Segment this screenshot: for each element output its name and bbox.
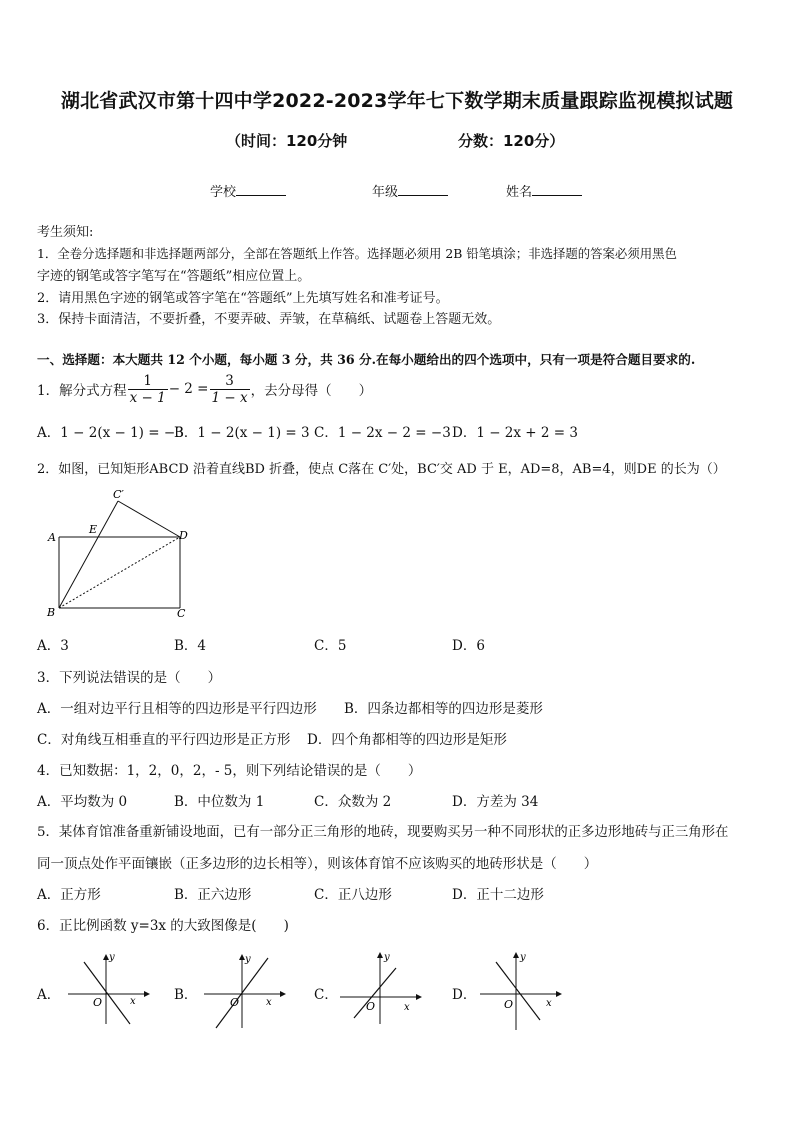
q2-option-a[interactable]: A．3 [37, 638, 69, 654]
diagonal-bd [59, 537, 180, 608]
q2-option-c[interactable]: C．5 [314, 638, 347, 654]
svg-text:y: y [384, 952, 390, 963]
question-1 [37, 369, 372, 409]
svg-text:y: y [520, 952, 526, 963]
q6-option-d[interactable]: D． [452, 987, 477, 1003]
svg-text:y: y [109, 952, 115, 963]
q5-option-c[interactable]: C．正八边形 [314, 887, 392, 903]
label-e: E [89, 523, 98, 536]
grade-field[interactable] [372, 181, 448, 200]
label-c-prime: C′ [113, 488, 124, 501]
school-field[interactable] [210, 181, 286, 200]
q1-option-b[interactable]: B．1 − 2(x − 1) = 3 [174, 425, 310, 441]
q6-option-a[interactable]: A． [37, 987, 61, 1003]
label-b: B [47, 606, 56, 619]
q3-option-a[interactable]: A．一组对边平行且相等的四边形是平行四边形 [37, 701, 317, 717]
segment-bc1 [59, 501, 118, 608]
svg-text:y: y [245, 954, 251, 965]
segment-c1d [118, 501, 180, 537]
label-c: C [177, 607, 186, 620]
exam-time: （时间：120分钟 [226, 132, 348, 150]
school-blank[interactable] [236, 183, 286, 196]
q4-option-c[interactable]: C．众数为 2 [314, 794, 392, 810]
label-a: A [48, 531, 56, 544]
svg-text:x: x [266, 997, 272, 1008]
exam-title: 湖北省武汉市第十四中学2022-2023学年七下数学期末质量跟踪监视模拟试题 [60, 90, 734, 112]
q4-option-b[interactable]: B．中位数为 1 [174, 794, 265, 810]
svg-text:O: O [93, 996, 103, 1009]
svg-text:x: x [546, 998, 552, 1009]
notice-item-3: 3．保持卡面清洁，不要折叠，不要弄破、弄皱，在草稿纸、试题卷上答题无效。 [37, 312, 501, 327]
name-label: 姓名 [506, 185, 533, 200]
q1-option-c[interactable]: C．1 − 2x − 2 = −3 [314, 425, 451, 441]
name-blank[interactable] [532, 183, 582, 196]
question-5-line-1: 5．某体育馆准备重新铺设地面，已有一部分正三角形的地砖，现要购买另一种不同形状的正多边形地砖与正三角形在 [37, 825, 729, 840]
q1-fraction-right: $\frac{3}{1 - x}$ [211, 372, 248, 406]
question-5-line-2: 同一顶点处作平面镶嵌（正多边形的边长相等），则该体育馆不应该购买的地砖形状是（ ） [37, 856, 598, 872]
q2-option-d[interactable]: D．6 [452, 638, 485, 654]
svg-text:x: x [404, 1002, 410, 1013]
grade-blank[interactable] [398, 183, 448, 196]
q1-fraction-left: $\frac{1}{x - 1}$ [129, 372, 166, 406]
q6-graph-a[interactable] [64, 950, 154, 1026]
q1-middle: − 2 = [168, 381, 209, 397]
notice-item-2: 2．请用黑色字迹的钢笔或答字笔在“答题纸”上先填写姓名和准考证号。 [37, 291, 449, 306]
q5-option-a[interactable]: A．正方形 [37, 887, 101, 903]
q6-option-b[interactable]: B． [174, 987, 198, 1003]
exam-score: 分数：120分） [458, 132, 565, 150]
question-6: 6．正比例函数 y=3x 的大致图像是( ) [37, 918, 289, 934]
notice-item-1: 1．全卷分选择题和非选择题两部分，全部在答题纸上作答。选择题必须用 2B 铅笔填涂；非选择题的答案必须用黑色 [37, 246, 677, 261]
section-heading: 一、选择题：本大题共 12 个小题，每小题 3 分，共 36 分.在每小题给出的四个选项中，只有一项是符合题目要求的. [37, 352, 696, 367]
svg-text:O: O [230, 996, 240, 1009]
q1-option-d[interactable]: D．1 − 2x + 2 = 3 [452, 425, 578, 441]
q2-rectangle-figure [40, 486, 200, 620]
q5-option-b[interactable]: B．正六边形 [174, 887, 252, 903]
q2-option-b[interactable]: B．4 [174, 638, 207, 654]
svg-text:O: O [504, 998, 514, 1011]
q1-suffix: ，去分母得（ ） [250, 383, 373, 399]
q3-option-b[interactable]: B．四条边都相等的四边形是菱形 [344, 701, 543, 717]
q1-prefix: 1．解分式方程 [37, 383, 127, 399]
question-3: 3．下列说法错误的是（ ） [37, 670, 222, 686]
label-d: D [179, 529, 188, 542]
school-label: 学校 [210, 185, 237, 200]
svg-text:x: x [130, 996, 136, 1007]
q1-option-a[interactable]: A．1 − 2(x − 1) = −3 [37, 425, 184, 441]
grade-label: 年级 [372, 185, 399, 200]
q3-option-c[interactable]: C．对角线互相垂直的平行四边形是正方形 [37, 732, 291, 748]
line-negative-slope-offset [496, 962, 540, 1020]
question-2: 2．如图，已知矩形ABCD 沿着直线BD 折叠，使点 C落在 C′处，BC′交 AD 于 E，AD=8，AB=4，则DE 的长为（） [37, 462, 726, 477]
svg-text:O: O [366, 1000, 376, 1013]
notice-heading: 考生须知: [37, 225, 94, 240]
question-4: 4．已知数据：1，2，0，2，- 5，则下列结论错误的是（ ） [37, 763, 422, 779]
q6-graph-d[interactable] [476, 948, 566, 1032]
q6-graph-b[interactable] [200, 950, 290, 1030]
q4-option-a[interactable]: A．平均数为 0 [37, 794, 128, 810]
line-negative-slope [84, 962, 130, 1024]
notice-item-1b: 字迹的钢笔或答字笔写在“答题纸”相应位置上。 [37, 269, 311, 284]
q3-option-d[interactable]: D．四个角都相等的四边形是矩形 [307, 732, 507, 748]
q5-option-d[interactable]: D．正十二边形 [452, 887, 544, 903]
q6-option-c[interactable]: C． [314, 987, 338, 1003]
q6-graph-c[interactable] [338, 950, 428, 1026]
name-field[interactable] [506, 181, 582, 200]
q4-option-d[interactable]: D．方差为 34 [452, 794, 539, 810]
